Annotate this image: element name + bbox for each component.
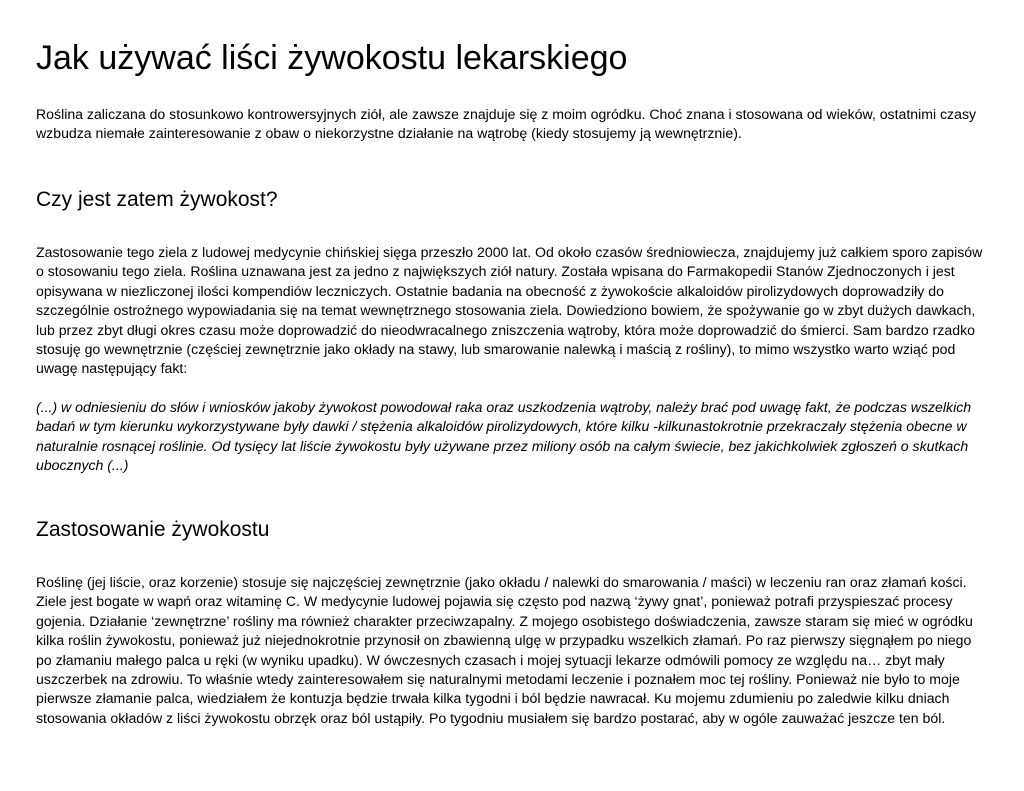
intro-paragraph: Roślina zaliczana do stosunkowo kontrowersyjnych ziół, ale zawsze znajduje się z moim ogródku. Choć znana i stosowana od wieków, ostatnimi czasy wzbudza niemałe zainteresowanie z obaw o niekorzystne działanie na wątrobę (kiedy stosujemy ją wewnętrznie). <box>36 106 977 142</box>
section-heading-czy-jest-zatem-zywokost: Czy jest zatem żywokost? <box>36 188 278 211</box>
section-heading-zastosowanie-zywokostu: Zastosowanie żywokostu <box>36 518 270 541</box>
page-title: Jak używać liści żywokostu lekarskiego <box>36 39 628 77</box>
section-paragraph-history: Zastosowanie tego ziela z ludowej medycynie chińskiej sięga przeszło 2000 lat. Od około czasów średniowiecza, znajdujemy już całkiem sporo zapisów o stosowaniu tego ziela. Roślina uznawana jest za jedno z największych ziół natury. Została wpisana do Farmakopedii Stanów Zjednoczonych i jest opisywana w niezliczonej ilości kompendiów leczniczych. Ostatnie badania na obecność z żywokoście alkaloidów pirolizydowych doprowadziły do szczególnie ostrożnego wypowiadania się na temat wewnętrznego stosowania ziela. Dowiedziono bowiem, że spożywanie go w zbyt dużych dawkach, lub przez zbyt długi okres czasu może doprowadzić do nieodwracalnego zniszczenia wątroby, która może doprowadzić do śmierci. Sam bardzo rzadko stosuję go wewnętrznie (częściej zewnętrznie jako okłady na stawy, lub smarowanie nalewką i maścią z rośliny), to mimo wszystko warto wziąć pod uwagę następujący fakt: <box>36 244 983 377</box>
quote-paragraph: (...) w odniesieniu do słów i wniosków jakoby żywokost powodował raka oraz uszkodzenia wątroby, należy brać pod uwagę fakt, że podczas wszelkich badań w tym kierunku wykorzystywane były dawki / stężenia alkaloidów pirolizydowych, które kilku -kilkunastokrotnie przekraczały stężenia obecne w naturalnie rosnącej roślinie. Od tysięcy lat liście żywokostu były używane przez miliony osób na całym świecie, bez jakichkolwiek zgłoszeń o skutkach ubocznych (...) <box>36 399 972 474</box>
section-paragraph-usage: Roślinę (jej liście, oraz korzenie) stosuje się najczęściej zewnętrznie (jako okładu / nalewki do smarowania / maści) w leczeniu ran oraz złamań kości. Ziele jest bogate w wapń oraz witaminę C. W medycynie ludowej pojawia się często pod nazwą ‘żywy gnat’, ponieważ potrafi przyspieszać procesy gojenia. Działanie ‘zewnętrzne’ rośliny ma również charakter przeciwzapalny. Z mojego osobistego doświadczenia, zawsze staram się mieć w ogródku kilka roślin żywokostu, ponieważ już niejednokrotnie przynosił on zbawienną ulgę w przypadku wszelkich złamań. Po raz pierwszy sięgnąłem po niego po złamaniu małego palca u ręki (w wyniku upadku). W ówczesnych czasach i mojej sytuacji lekarze odmówili pomocy ze względu na… zbyt mały uszczerbek na zdrowiu. To właśnie wtedy zainteresowałem się naturalnymi metodami leczenie i poznałem moc tej rośliny. Ponieważ nie było to moje pierwsze złamanie palca, wiedziałem że kontuzja będzie trwała kilka tygodni i ból będzie nawracał. Ku mojemu zdumieniu po zaledwie kilku dniach stosowania okładów z liści żywokostu obrzęk oraz ból ustąpiły. Po tygodniu musiałem się bardzo postarać, aby w ogóle zauważać jeszcze ten ból. <box>36 574 973 726</box>
